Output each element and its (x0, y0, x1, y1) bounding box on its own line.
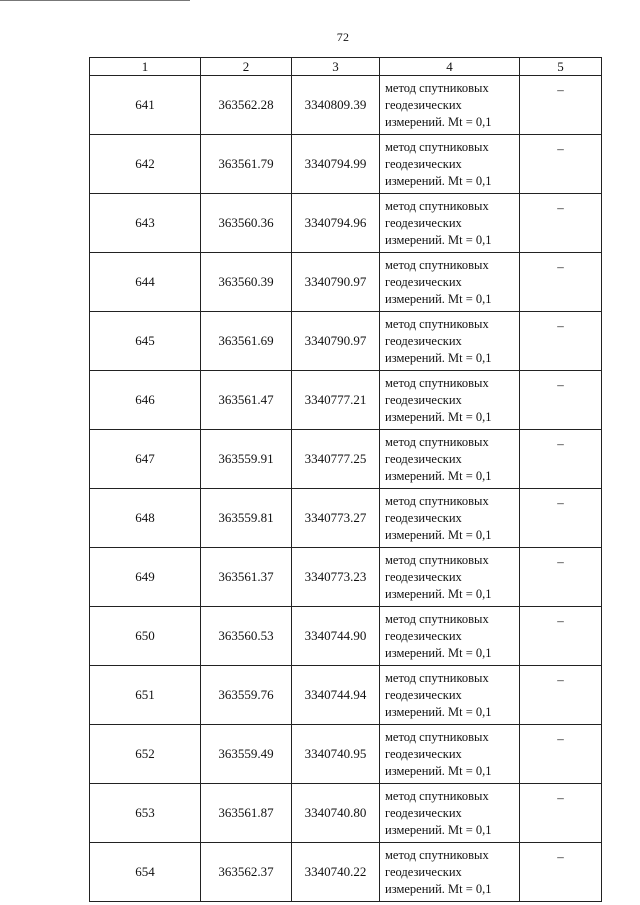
y-coordinate-cell: 3340740.22 (292, 843, 380, 902)
x-coordinate-cell: 363559.76 (201, 666, 292, 725)
column-5-cell: – (520, 135, 602, 194)
method-line: измерений. Mt = 0,1 (385, 173, 492, 188)
x-coordinate-cell: 363561.79 (201, 135, 292, 194)
method-line: измерений. Mt = 0,1 (385, 881, 492, 896)
point-number-cell: 650 (90, 607, 201, 666)
column-header-1: 1 (90, 58, 201, 76)
method-cell (380, 371, 520, 430)
method-line: геодезических (385, 97, 462, 112)
method-cell (380, 548, 520, 607)
table-row (90, 843, 602, 902)
method-line: измерений. Mt = 0,1 (385, 527, 492, 542)
point-number-cell: 648 (90, 489, 201, 548)
method-line: геодезических (385, 274, 462, 289)
point-number-cell: 647 (90, 430, 201, 489)
x-coordinate-cell: 363562.28 (201, 76, 292, 135)
column-header-3: 3 (292, 58, 380, 76)
x-coordinate-cell: 363560.36 (201, 194, 292, 253)
method-line: геодезических (385, 628, 462, 643)
method-cell (380, 253, 520, 312)
method-line: метод спутниковых (385, 139, 489, 154)
column-5-cell: – (520, 430, 602, 489)
method-line: метод спутниковых (385, 847, 489, 862)
method-line: метод спутниковых (385, 670, 489, 685)
method-cell (380, 430, 520, 489)
method-line: метод спутниковых (385, 493, 489, 508)
method-cell (380, 725, 520, 784)
method-line: геодезических (385, 156, 462, 171)
column-5-cell: – (520, 607, 602, 666)
table-row (90, 194, 602, 253)
method-cell (380, 784, 520, 843)
method-line: измерений. Mt = 0,1 (385, 586, 492, 601)
point-number-cell: 649 (90, 548, 201, 607)
table-body (90, 76, 602, 902)
header-row (90, 58, 602, 76)
x-coordinate-cell: 363562.37 (201, 843, 292, 902)
method-line: метод спутниковых (385, 257, 489, 272)
point-number-cell: 646 (90, 371, 201, 430)
method-line: метод спутниковых (385, 729, 489, 744)
x-coordinate-cell: 363559.49 (201, 725, 292, 784)
y-coordinate-cell: 3340773.23 (292, 548, 380, 607)
method-line: измерений. Mt = 0,1 (385, 763, 492, 778)
x-coordinate-cell: 363561.37 (201, 548, 292, 607)
method-line: измерений. Mt = 0,1 (385, 409, 492, 424)
point-number-cell: 654 (90, 843, 201, 902)
method-line: геодезических (385, 215, 462, 230)
y-coordinate-cell: 3340794.96 (292, 194, 380, 253)
table-row (90, 548, 602, 607)
column-5-cell: – (520, 76, 602, 135)
method-line: измерений. Mt = 0,1 (385, 291, 492, 306)
method-line: измерений. Mt = 0,1 (385, 645, 492, 660)
x-coordinate-cell: 363559.91 (201, 430, 292, 489)
table-row (90, 371, 602, 430)
method-line: геодезических (385, 805, 462, 820)
point-number-cell: 653 (90, 784, 201, 843)
method-line: геодезических (385, 333, 462, 348)
method-line: измерений. Mt = 0,1 (385, 232, 492, 247)
method-line: геодезических (385, 392, 462, 407)
column-5-cell: – (520, 725, 602, 784)
point-number-cell: 643 (90, 194, 201, 253)
method-line: геодезических (385, 746, 462, 761)
column-5-cell: – (520, 194, 602, 253)
y-coordinate-cell: 3340790.97 (292, 253, 380, 312)
method-line: метод спутниковых (385, 611, 489, 626)
method-cell (380, 76, 520, 135)
y-coordinate-cell: 3340773.27 (292, 489, 380, 548)
method-line: метод спутниковых (385, 788, 489, 803)
table-row (90, 784, 602, 843)
column-header-2: 2 (201, 58, 292, 76)
column-5-cell: – (520, 548, 602, 607)
column-5-cell: – (520, 371, 602, 430)
table-row (90, 430, 602, 489)
x-coordinate-cell: 363560.53 (201, 607, 292, 666)
method-cell (380, 489, 520, 548)
method-line: измерений. Mt = 0,1 (385, 114, 492, 129)
method-cell (380, 666, 520, 725)
y-coordinate-cell: 3340777.25 (292, 430, 380, 489)
y-coordinate-cell: 3340744.94 (292, 666, 380, 725)
column-5-cell: – (520, 312, 602, 371)
method-line: метод спутниковых (385, 434, 489, 449)
point-number-cell: 645 (90, 312, 201, 371)
method-line: измерений. Mt = 0,1 (385, 822, 492, 837)
y-coordinate-cell: 3340740.80 (292, 784, 380, 843)
table-row (90, 489, 602, 548)
method-line: геодезических (385, 687, 462, 702)
column-5-cell: – (520, 666, 602, 725)
table-row (90, 312, 602, 371)
y-coordinate-cell: 3340740.95 (292, 725, 380, 784)
page-number: 72 (336, 30, 350, 44)
point-number-cell: 652 (90, 725, 201, 784)
top-rule (0, 0, 190, 1)
column-5-cell: – (520, 843, 602, 902)
coordinates-table (89, 57, 602, 902)
x-coordinate-cell: 363561.47 (201, 371, 292, 430)
y-coordinate-cell: 3340790.97 (292, 312, 380, 371)
column-5-cell: – (520, 784, 602, 843)
column-5-cell: – (520, 489, 602, 548)
x-coordinate-cell: 363561.69 (201, 312, 292, 371)
y-coordinate-cell: 3340777.21 (292, 371, 380, 430)
method-cell (380, 135, 520, 194)
method-cell (380, 312, 520, 371)
y-coordinate-cell: 3340794.99 (292, 135, 380, 194)
column-5-cell: – (520, 253, 602, 312)
method-line: метод спутниковых (385, 375, 489, 390)
table-row (90, 253, 602, 312)
point-number-cell: 642 (90, 135, 201, 194)
y-coordinate-cell: 3340744.90 (292, 607, 380, 666)
method-line: геодезических (385, 569, 462, 584)
method-line: геодезических (385, 451, 462, 466)
method-line: измерений. Mt = 0,1 (385, 468, 492, 483)
method-line: метод спутниковых (385, 316, 489, 331)
x-coordinate-cell: 363559.81 (201, 489, 292, 548)
method-line: метод спутниковых (385, 552, 489, 567)
point-number-cell: 651 (90, 666, 201, 725)
method-line: метод спутниковых (385, 198, 489, 213)
method-cell (380, 194, 520, 253)
method-line: измерений. Mt = 0,1 (385, 350, 492, 365)
column-header-4: 4 (380, 58, 520, 76)
method-line: метод спутниковых (385, 80, 489, 95)
x-coordinate-cell: 363560.39 (201, 253, 292, 312)
table-row (90, 76, 602, 135)
table-row (90, 607, 602, 666)
method-line: геодезических (385, 864, 462, 879)
method-cell (380, 843, 520, 902)
point-number-cell: 641 (90, 76, 201, 135)
x-coordinate-cell: 363561.87 (201, 784, 292, 843)
point-number-cell: 644 (90, 253, 201, 312)
method-line: измерений. Mt = 0,1 (385, 704, 492, 719)
table-row (90, 135, 602, 194)
table-row (90, 666, 602, 725)
y-coordinate-cell: 3340809.39 (292, 76, 380, 135)
method-cell (380, 607, 520, 666)
method-line: геодезических (385, 510, 462, 525)
column-header-5: 5 (520, 58, 602, 76)
table-row (90, 725, 602, 784)
